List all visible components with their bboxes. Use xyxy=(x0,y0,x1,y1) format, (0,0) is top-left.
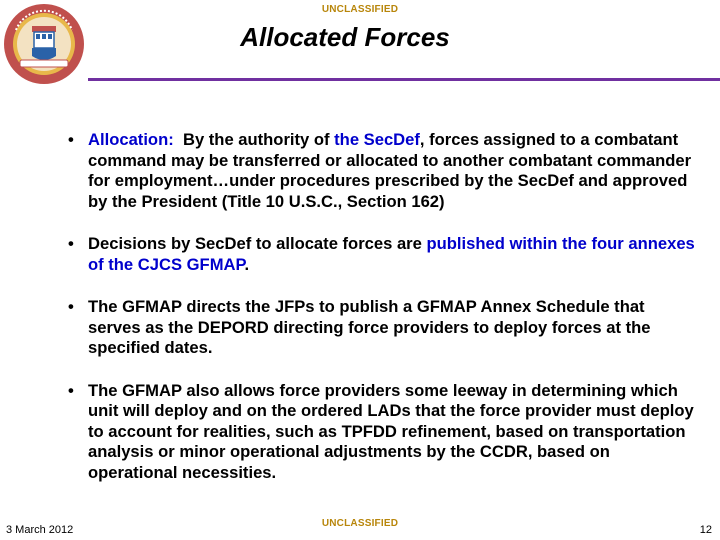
bullet-dot-icon: • xyxy=(68,234,74,253)
title-divider xyxy=(88,78,720,81)
bullet-dot-icon: • xyxy=(68,380,74,400)
slide-title: Allocated Forces xyxy=(240,22,450,52)
bullet-list xyxy=(66,130,698,505)
bullet-text: . xyxy=(244,254,250,274)
bullet-item xyxy=(66,234,698,275)
bullet-text: the SecDef xyxy=(334,130,420,149)
slide-date: 3 March 2012 xyxy=(6,524,74,536)
classification-banner-top: UNCLASSIFIED xyxy=(321,4,399,15)
bullet-dot-icon: • xyxy=(68,297,74,316)
slide-number: 12 xyxy=(699,524,712,536)
bullet-item xyxy=(66,297,698,359)
classification-banner-bottom: UNCLASSIFIED xyxy=(321,518,399,529)
bullet-item xyxy=(66,130,698,212)
bullet-text: published within the four annexes of the CJCS GFMAP xyxy=(88,234,695,274)
bullet-text: The GFMAP also allows force providers some leeway in determining which unit will deploy and on the ordered LADs that the force provider must deploy to account for realities, such as TPFDD refinement, based on transportation analysis or minor operational adjustments by the CCDR, based on operational necessities. xyxy=(88,380,694,482)
bullet-dot-icon: • xyxy=(68,130,74,149)
bullet-item xyxy=(66,381,698,484)
bullet-text: By the authority of xyxy=(173,130,335,149)
bullet-text: , forces assigned to a combatant command may be transferred or allocated to another combatant commander for employment…under procedures prescribed by the SecDef and approved by the President (Title 10 U.S.C., Section 162) xyxy=(88,130,692,211)
bullet-text: The GFMAP directs the JFPs to publish a GFMAP Annex Schedule that serves as the DEPORD directing force providers to deploy forces at the specified dates. xyxy=(88,297,651,357)
bullet-text: Allocation: xyxy=(88,130,174,149)
bullet-text: Decisions by SecDef to allocate forces are xyxy=(88,234,427,253)
